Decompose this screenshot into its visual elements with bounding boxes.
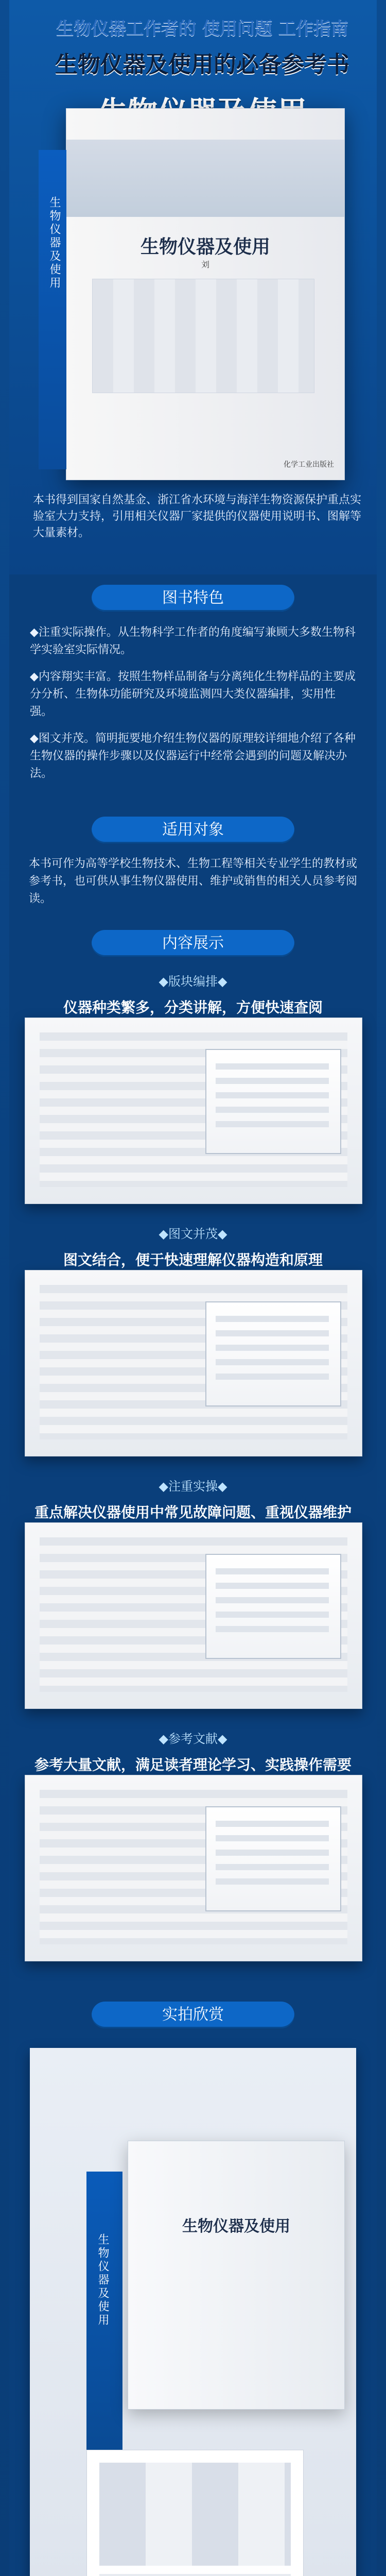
hero	[9, 0, 377, 577]
real-book-title: 生物仪器及使用	[182, 2217, 290, 2235]
cutout-line	[216, 1345, 329, 1351]
real-spine	[86, 2172, 122, 2460]
cutout-line	[216, 1850, 329, 1856]
cover-authors: 刘	[201, 260, 209, 269]
cover-publisher: 化学工业出版社	[284, 461, 334, 469]
features-title: 图书特色	[162, 589, 224, 607]
show-title-pill	[92, 930, 294, 957]
audience-text: 本书可作为高等学校生物技术、生物工程等相关专业学生的教材或参考书，也可供从事生物仪器使用、维护或销售的相关人员参考阅读。	[29, 857, 358, 905]
audience-title-pill	[92, 817, 294, 843]
features-list	[30, 624, 356, 792]
show-tag: ◆注重实操◆	[159, 1479, 227, 1494]
real-inner-pics	[99, 2463, 291, 2566]
real-spine-text: 生物仪器及使用	[96, 2233, 109, 2327]
cover-band	[66, 140, 344, 217]
cutout-line	[216, 1878, 329, 1885]
cutout-line	[216, 1864, 329, 1870]
cutout-line	[216, 1330, 329, 1336]
cutout-line	[216, 1612, 329, 1618]
content-section	[9, 574, 377, 2576]
cutout-line	[216, 1583, 329, 1589]
hero-line-1-mid: 使用问题	[202, 19, 272, 39]
real-inner-text	[99, 2574, 291, 2576]
show-image-2	[25, 1270, 362, 1456]
real-title-pill	[92, 2002, 294, 2028]
show-image-1	[25, 1018, 362, 1204]
show-caption: 重点解决仪器使用中常见故障问题、重视仪器维护	[34, 1504, 352, 1521]
cutout-line	[216, 1078, 329, 1084]
hero-description: 本书得到国家自然基金、浙江省水环境与海洋生物资源保护重点实验室大力支持，引用相关仪器厂家提供的仪器使用说明书、图解等大量素材。	[33, 494, 362, 539]
hero-line-1	[24, 14, 381, 40]
cutout-line	[216, 1374, 329, 1380]
real-inner-page	[86, 2450, 304, 2576]
show-image-3-cutout	[205, 1554, 341, 1659]
hero-line-1-left: 生物仪器工作者的	[56, 19, 197, 39]
cover-illustration	[92, 279, 314, 393]
cutout-line	[216, 1316, 329, 1322]
cutout-line	[216, 1107, 329, 1113]
show-block-4	[30, 1728, 356, 1774]
hero-cover-image	[48, 108, 345, 480]
cutout-line	[216, 1568, 329, 1574]
show-block-2	[30, 1224, 356, 1269]
show-image-4	[25, 1775, 362, 1961]
show-image-1-cutout	[205, 1049, 341, 1154]
cutout-line	[216, 1597, 329, 1603]
cutout-line	[216, 1359, 329, 1365]
show-tag: ◆版块编排◆	[159, 974, 227, 989]
audience-title: 适用对象	[162, 821, 224, 839]
real-photo-area	[30, 2048, 356, 2576]
cutout-line	[216, 1092, 329, 1098]
features-title-pill	[92, 585, 294, 612]
show-title: 内容展示	[162, 934, 224, 952]
cutout-line	[216, 1626, 329, 1632]
show-image-4-cutout	[205, 1806, 341, 1911]
cutout-line	[216, 1835, 329, 1841]
show-tag: ◆参考文献◆	[159, 1732, 227, 1746]
show-caption: 仪器种类繁多，分类讲解，方便快速查阅	[63, 999, 323, 1016]
show-tag: ◆图文并茂◆	[159, 1227, 227, 1241]
cutout-line	[216, 1821, 329, 1827]
cover-title: 生物仪器及使用	[140, 236, 270, 258]
show-caption: 图文结合，便于快速理解仪器构造和原理	[63, 1251, 323, 1268]
feature-item: ◆内容翔实丰富。按照生物样品制备与分离纯化生物样品的主要成分分析、生物体功能研究及环境监测四大类仪器编排，实用性强。	[30, 670, 356, 718]
feature-item: ◆图文并茂。简明扼要地介绍生物仪器的原理较详细地介绍了各种生物仪器的操作步骤以及仪器运行中经常会遇到的问题及解决办法。	[30, 732, 356, 780]
cutout-line	[216, 1121, 329, 1127]
feature-item: ◆注重实际操作。从生物科学工作者的角度编写兼顾大多数生物科学实验室实际情况。	[30, 626, 356, 656]
show-caption: 参考大量文献，满足读者理论学习、实践操作需要	[34, 1756, 352, 1773]
show-block-1	[30, 971, 356, 1017]
hero-line-2: 生物仪器及使用的必备参考书	[55, 52, 349, 78]
cutout-line	[216, 1063, 329, 1070]
cover-spine-text: 生物仪器及使用	[48, 196, 61, 290]
show-image-3	[25, 1522, 362, 1709]
show-block-3	[30, 1476, 356, 1522]
real-book	[128, 2141, 345, 2410]
hero-line-1-right: 工作指南	[278, 19, 348, 39]
show-image-2-cutout	[205, 1301, 341, 1406]
real-title: 实拍欣赏	[162, 2006, 224, 2024]
